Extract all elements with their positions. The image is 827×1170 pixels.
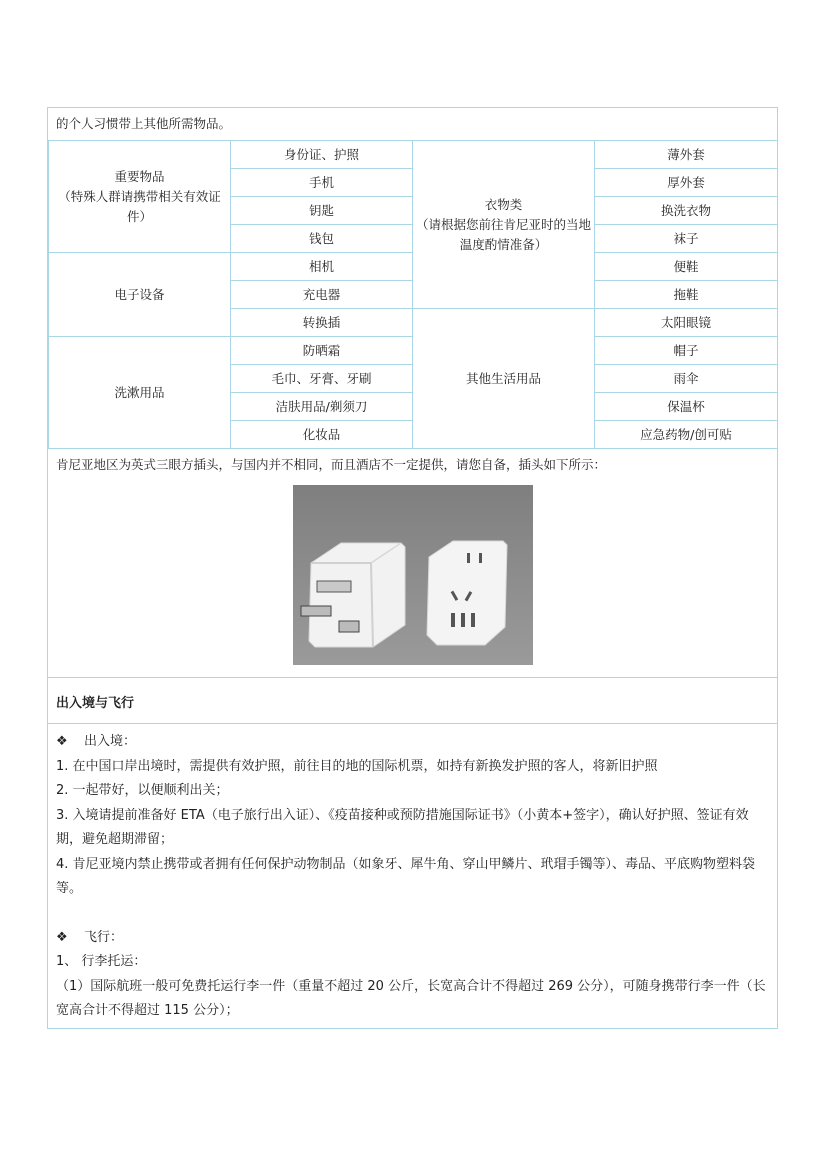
plug-text: 肯尼亚地区为英式三眼方插头，与国内并不相同，而且酒店不一定提供，请您自备，插头如下所示： <box>56 457 607 472</box>
group-important <box>49 141 231 253</box>
section-title: 出入境与飞行 <box>48 677 777 723</box>
table-cell: 拖鞋 <box>595 281 778 309</box>
table-cell: 化妆品 <box>231 421 413 449</box>
entry-heading-line <box>56 730 769 755</box>
group-other: 其他生活用品 <box>413 309 595 449</box>
diamond-bullet-icon: ❖ <box>56 929 68 945</box>
entry-line: 2. 一起带好，以便顺利出关； <box>56 783 229 798</box>
group-electronics: 电子设备 <box>49 253 231 337</box>
table-cell: 帽子 <box>595 337 778 365</box>
adapter-front-icon <box>427 541 507 645</box>
entry-line: 1. 在中国口岸出境时，需提供有效护照，前往目的地的国际机票，如持有新换发护照的客人，将新旧护照 <box>56 758 658 774</box>
table-cell: 充电器 <box>231 281 413 309</box>
intro-text: 的个人习惯带上其他所需物品。 <box>56 116 232 131</box>
table-cell: 手机 <box>231 169 413 197</box>
items-table <box>48 140 778 449</box>
table-cell: 应急药物/创可贴 <box>595 421 778 449</box>
plug-adapter-image <box>293 485 533 665</box>
entry-heading: 出入境： <box>84 734 137 749</box>
group-important-note: （特殊人群请携带相关有效证件） <box>58 188 221 224</box>
table-cell: 洁肤用品/剃须刀 <box>231 393 413 421</box>
table-cell: 转换插 <box>231 309 413 337</box>
table-cell: 毛巾、牙膏、牙刷 <box>231 365 413 393</box>
entry-line: 4. 肯尼亚境内禁止携带或者拥有任何保护动物制品（如象牙、犀牛角、穿山甲鳞片、玳瑁手镯等）、毒品、平底购物塑料袋等。 <box>56 856 756 896</box>
table-cell: 保温杯 <box>595 393 778 421</box>
flight-heading-line <box>56 926 769 951</box>
entry-line: 3. 入境请提前准备好 ETA（电子旅行出入证）、《疫苗接种或预防措施国际证书》（小黄本+签字），确认好护照、签证有效期，避免超期滞留； <box>56 807 749 847</box>
table-cell: 袜子 <box>595 225 778 253</box>
table-cell: 厚外套 <box>595 169 778 197</box>
table-cell: 换洗衣物 <box>595 197 778 225</box>
group-clothing <box>413 141 595 309</box>
table-cell: 薄外套 <box>595 141 778 169</box>
table-cell: 防晒霜 <box>231 337 413 365</box>
document-frame <box>47 107 778 1029</box>
table-cell: 雨伞 <box>595 365 778 393</box>
group-important-title: 重要物品 <box>114 168 165 184</box>
entry-flight-body <box>48 723 777 1028</box>
group-toiletries: 洗漱用品 <box>49 337 231 449</box>
table-cell: 钥匙 <box>231 197 413 225</box>
table-cell: 相机 <box>231 253 413 281</box>
table-cell: 便鞋 <box>595 253 778 281</box>
group-clothing-title: 衣物类 <box>484 196 523 212</box>
flight-heading: 飞行： <box>84 929 124 945</box>
plug-section <box>48 449 777 677</box>
table-cell: 钱包 <box>231 225 413 253</box>
table-cell: 身份证、护照 <box>231 141 413 169</box>
table-cell: 太阳眼镜 <box>595 309 778 337</box>
flight-sub-heading: 1、 行李托运： <box>56 954 147 969</box>
flight-line: （1）国际航班一般可免费托运行李一件（重量不超过 20 公斤，长宽高合计不得超过 269 公分），可随身携带行李一件（长宽高合计不得超过 115 公分）； <box>56 978 766 1018</box>
diamond-bullet-icon: ❖ <box>56 734 68 749</box>
group-clothing-note: （请根据您前往肯尼亚时的当地温度酌情准备） <box>415 216 591 252</box>
